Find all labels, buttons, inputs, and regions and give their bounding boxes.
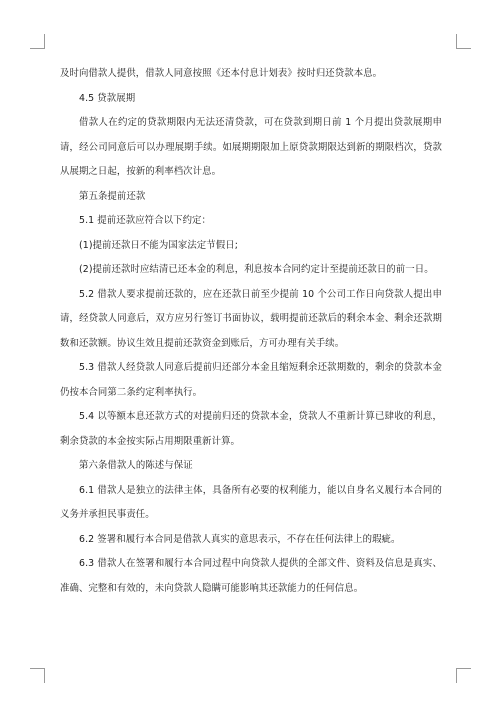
crop-mark-top-left bbox=[30, 34, 45, 49]
clause-6-1: 6.1 借款人是独立的法律主体，具备所有必要的权利能力，能以自身名义履行本合同的义务并承担民事责任。 bbox=[60, 484, 442, 520]
crop-mark-bottom-left bbox=[30, 668, 45, 683]
clause-5-2: 5.2 借款人要求提前还款的，应在还款日前至少提前 10 个公司工作日向贷款人提出申请，经贷款人同意后，双方应另行签订书面协议，载明提前还款后的剩余本金、剩余还款期数和还款额。协议生效且提前还款资金到账后，方可办理有关手续。 bbox=[60, 288, 442, 349]
crop-mark-bottom-right bbox=[456, 668, 471, 683]
clause-5-4: 5.4 以等额本息还款方式的对提前归还的贷款本金，贷款人不重新计算已肆收的利息，剩余贷款的本金按实际占用期限重新计算。 bbox=[60, 411, 442, 447]
clause-5-1: 5.1 提前还款应符合以下约定： bbox=[79, 215, 211, 226]
article-heading-5: 第五条提前还款 bbox=[79, 190, 146, 202]
clause-5-1-item-2: (2)提前还款时应结清已还本金的利息，利息按本合同约定计至提前还款日的前一日。 bbox=[79, 264, 434, 275]
clause-6-3: 6.3 借款人在签署和履行本合同过程中向贷款人提供的全部文件、资料及信息是真实、准确、完整和有效的，未向贷款人隐瞒可能影响其还款能力的任何信息。 bbox=[60, 558, 442, 594]
crop-mark-top-right bbox=[456, 34, 471, 49]
paragraph-extension: 借款人在约定的贷款期限内无法还清贷款，可在贷款到期日前 1 个月提出贷款展期申请，经公司同意后可以办理展期手续。如展期期限加上原贷款期限达到新的期限档次，贷款从展期之日起，按新的利率档次计息。 bbox=[60, 117, 442, 177]
clause-6-2: 6.2 签署和履行本合同是借款人真实的意思表示，不存在任何法律上的瑕疵。 bbox=[79, 533, 401, 545]
article-heading-6: 第六条借款人的陈述与保证 bbox=[79, 460, 193, 471]
clause-5-3: 5.3 借款人经贷款人同意后提前归还部分本金且缩短剩余还款期数的，剩余的贷款本金仍按本合同第二条约定利率执行。 bbox=[60, 362, 442, 398]
clause-5-1-item-1: (1)提前还款日不能为国家法定节假日; bbox=[79, 239, 238, 251]
section-heading-4-5: 4.5 贷款展期 bbox=[79, 92, 136, 104]
paragraph-continuation: 及时向借款人提供，借款人同意按照《还本付息计划表》按时归还贷款本息。 bbox=[60, 68, 383, 79]
document-body bbox=[60, 62, 442, 601]
